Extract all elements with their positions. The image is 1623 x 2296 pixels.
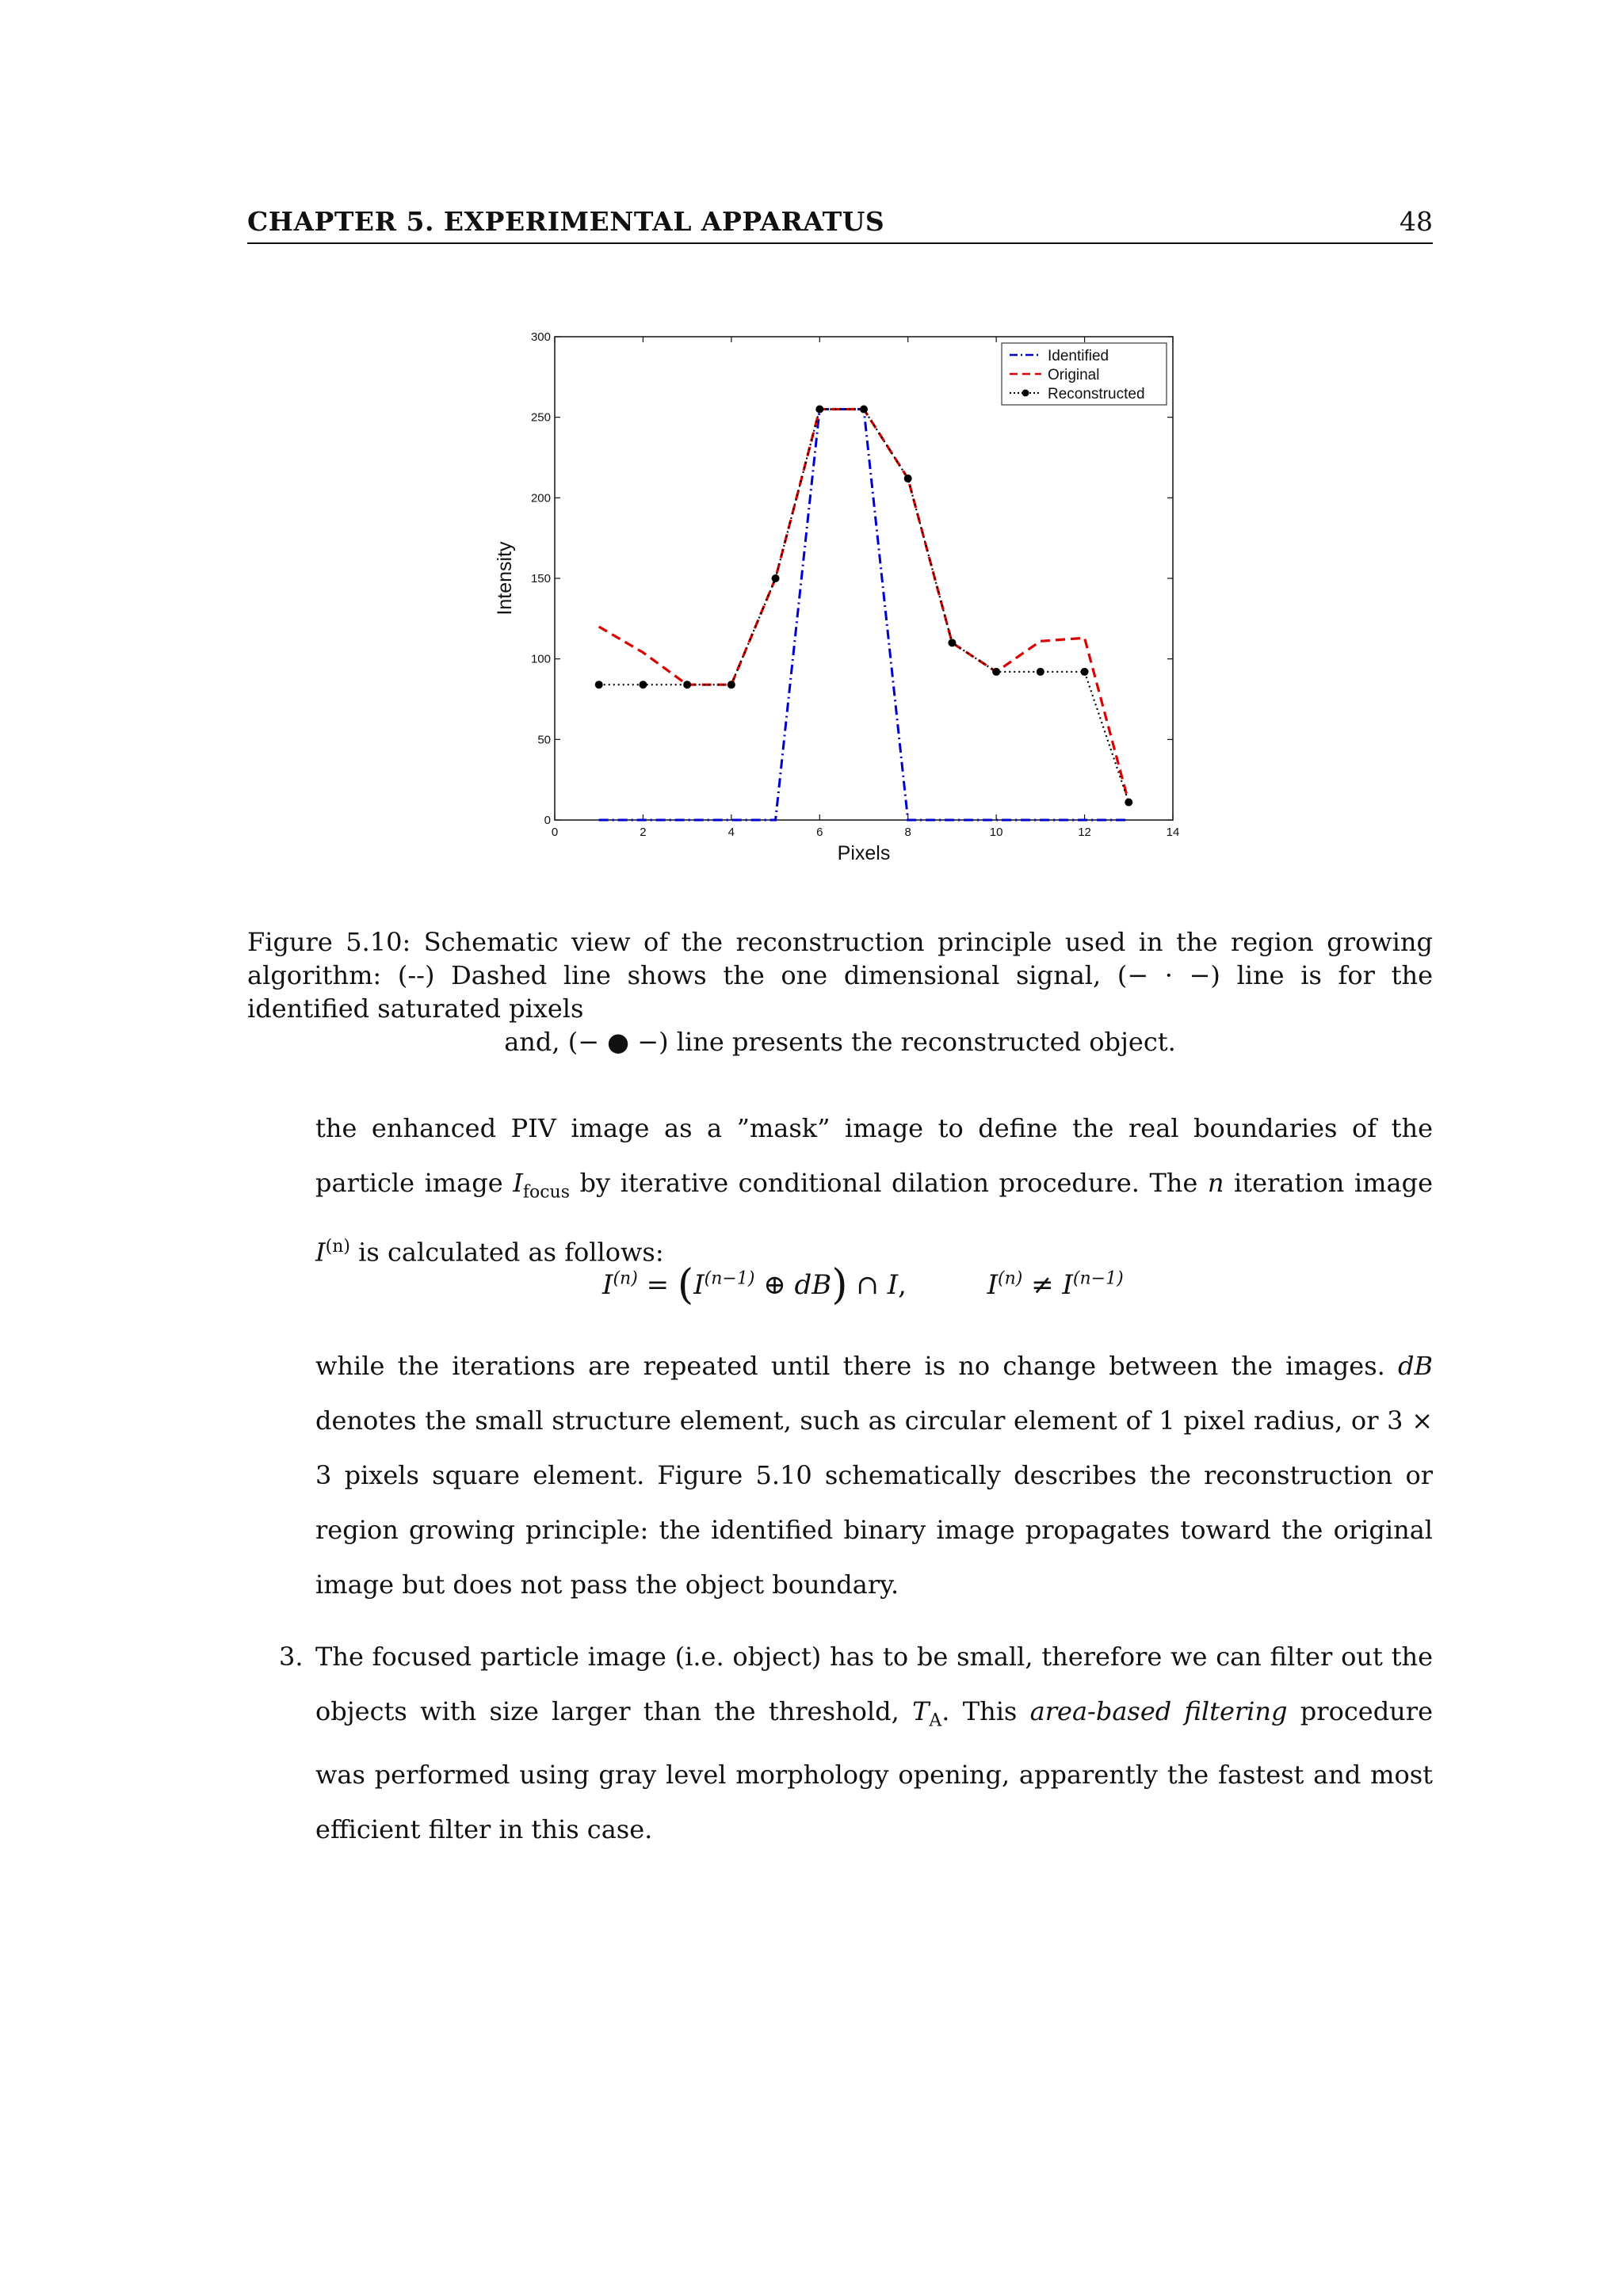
figure-caption <box>247 925 1433 1058</box>
caption-last-line: and, (− ● −) line presents the reconstructed object. <box>504 1027 1176 1057</box>
p1-text-4: is calculated as follows: <box>349 1238 664 1268</box>
in-sup: (n) <box>325 1237 350 1257</box>
y-tick-label: 100 <box>530 652 551 666</box>
paragraph-mask <box>315 1101 1433 1280</box>
item3-emphasis: area-based filtering <box>1029 1696 1288 1726</box>
data-point-reconstructed <box>948 639 956 646</box>
page-number: 48 <box>1400 206 1433 237</box>
data-point-reconstructed <box>904 475 912 482</box>
data-point-reconstructed <box>683 681 691 688</box>
list-number: 3. <box>279 1642 304 1672</box>
x-tick-label: 8 <box>904 826 911 839</box>
y-tick-label: 300 <box>530 330 551 344</box>
item3-text-1: The focused particle image (i.e. object) has to be small, therefore we can filter out the objects with size larger than the threshold, <box>315 1642 1433 1726</box>
running-header <box>247 204 1433 244</box>
eq-inner: I <box>693 1269 705 1301</box>
p1-text-2: by iterative conditional dilation procedure. The <box>570 1168 1208 1198</box>
ifocus-var: I <box>513 1168 523 1198</box>
p2-text-2: denotes the small structure element, such as circular element of 1 pixel radius, or 3 × 3 pixels square element. Figure 5.10 schematically describes the reconstruction or region growing principle: the identified binary image propagates toward the original image but does not pass the object boundary. <box>315 1405 1433 1600</box>
eq-cond-sup: (n) <box>998 1268 1023 1289</box>
y-tick-label: 0 <box>544 814 551 827</box>
intensity-chart <box>483 321 1181 875</box>
eq-cond2: I <box>1062 1269 1073 1301</box>
data-point-reconstructed <box>595 681 603 688</box>
x-tick-label: 0 <box>551 826 559 839</box>
chapter-title: CHAPTER 5. EXPERIMENTAL APPARATUS <box>247 206 885 237</box>
data-point-reconstructed <box>727 681 735 688</box>
data-point-reconstructed <box>860 406 868 414</box>
eq-cond: I <box>987 1269 999 1301</box>
caption-main: Figure 5.10: Schematic view of the reconstruction principle used in the region growing algorithm: (--) Dashed line shows the one dimensional signal, (− · −) line is for the identified saturated pixels <box>247 927 1433 1024</box>
eq-cap: ∩ <box>856 1269 879 1301</box>
eq-lhs: I <box>602 1269 613 1301</box>
item3-text-2: . This <box>941 1696 1030 1726</box>
legend-label-reconstructed: Reconstructed <box>1048 386 1145 402</box>
x-tick-label: 4 <box>727 826 735 839</box>
eq-neq: ≠ <box>1031 1269 1054 1301</box>
p1-text-3: iteration image <box>1224 1168 1434 1198</box>
data-point-reconstructed <box>992 668 1000 676</box>
series-line-reconstructed <box>599 410 1129 803</box>
legend-label-identified: Identified <box>1048 348 1109 364</box>
ta-var: T <box>912 1696 930 1726</box>
p1-text-1: the enhanced PIV image as a ”mask” image to define the real boundaries of the particle image <box>315 1113 1433 1198</box>
legend-label-original: Original <box>1048 367 1100 383</box>
eq-inner-sup: (n−1) <box>704 1268 755 1289</box>
legend <box>1002 343 1167 405</box>
eq-cond2-sup: (n−1) <box>1072 1268 1124 1289</box>
eq-oplus: ⊕ <box>763 1269 786 1301</box>
data-point-reconstructed <box>1125 799 1132 807</box>
data-point-reconstructed <box>1081 668 1089 676</box>
eq-comma: , <box>898 1269 907 1301</box>
db-var: dB <box>1398 1351 1433 1381</box>
x-axis-label: Pixels <box>837 842 891 864</box>
y-tick-label: 150 <box>530 572 551 585</box>
paragraph-iterations <box>315 1339 1433 1612</box>
eq-lhs-sup: (n) <box>613 1268 638 1289</box>
eq-equals: = <box>646 1269 670 1301</box>
n-var: n <box>1207 1168 1224 1198</box>
data-point-reconstructed <box>639 681 647 688</box>
x-tick-label: 14 <box>1166 826 1180 839</box>
y-axis-label: Intensity <box>494 541 516 616</box>
legend-marker-reconstructed <box>1022 390 1029 397</box>
p2-text-1: while the iterations are repeated until there is no change between the images. <box>315 1351 1398 1381</box>
item3-text-3: procedure was performed using gray level morphology opening, apparently the fastest and most efficient filter in this case. <box>315 1696 1434 1845</box>
ifocus-sub: focus <box>522 1182 570 1203</box>
eq-db: dB <box>794 1269 832 1301</box>
y-tick-label: 50 <box>537 733 551 747</box>
x-tick-label: 12 <box>1078 826 1091 839</box>
dilation-equation: $I^{(n)} = (I^{(n-1)}$ ⊕ dB) ∩ I, $I^{(n)} \ne I^{(n-1)}$ <box>602 1261 1124 1309</box>
y-tick-label: 200 <box>530 491 551 505</box>
in-var: I <box>315 1238 326 1268</box>
eq-i: I <box>887 1269 899 1301</box>
data-point-reconstructed <box>772 574 780 582</box>
data-point-reconstructed <box>815 406 823 414</box>
series-line-identified <box>599 410 1129 821</box>
x-tick-label: 6 <box>816 826 823 839</box>
x-tick-label: 2 <box>640 826 647 839</box>
y-tick-label: 250 <box>530 410 551 425</box>
x-tick-label: 10 <box>989 826 1003 839</box>
list-item-text <box>315 1630 1433 1857</box>
ta-sub: A <box>929 1711 942 1731</box>
data-point-reconstructed <box>1037 668 1044 676</box>
series-line-original <box>599 410 1129 803</box>
